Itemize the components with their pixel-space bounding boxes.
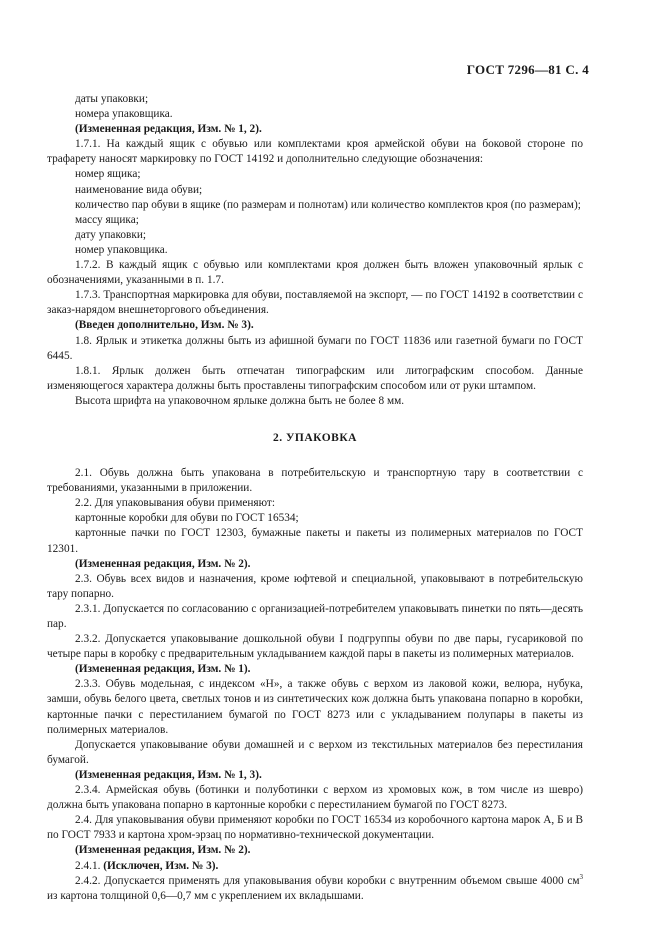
text-line: Высота шрифта на упаковочном ярлыке должна быть не более 8 мм. [75, 394, 405, 407]
excluded-note: (Исключен, Изм. № 3). [103, 859, 219, 872]
amendment-note: (Измененная редакция, Изм. № 1, 3). [75, 768, 262, 781]
clause-2-3-3: 2.3.3. Обувь модельная, с индексом «Н», а также обувь с верхом из лаковой кожи, велюра, нубука, замши, обувь белого цвета, светлых тонов и из синтетических кож должна быть упакована попарно в коробки, картонные пачки с перестиланием бумагой по ГОСТ 8273 или с укладыванием полупары в пакеты из полимерных материалов. [47, 678, 583, 736]
text-line: картонные коробки для обуви по ГОСТ 16534; [75, 512, 299, 525]
clause-1-8: 1.8. Ярлык и этикетка должны быть из афишной бумаги по ГОСТ 11836 или газетной бумаги по ГОСТ 6445. [47, 334, 583, 362]
text-line: Допускается упаковывание обуви домашней и с верхом из текстильных материалов без перестилания бумагой. [47, 738, 583, 766]
clause-2-4-2-tail: из картона толщиной 0,6—0,7 мм с укреплением их вкладышами. [47, 889, 364, 902]
clause-2-4-1 [47, 859, 583, 874]
clause-2-3-2: 2.3.2. Допускается упаковывание дошкольной обуви I подгруппы обуви по две пары, гусариковой по четыре пары в коробку с предварительным укладыванием каждой пары в пакеты из полимерных материалов. [47, 633, 583, 661]
amendment-note: (Введен дополнительно, Изм. № 3). [75, 319, 254, 332]
clause-1-7-3: 1.7.3. Транспортная маркировка для обуви, поставляемой на экспорт, — по ГОСТ 14192 в соответствии с заказ-нарядом внешнеторгового объединения. [47, 289, 583, 317]
clause-2-1: 2.1. Обувь должна быть упакована в потребительскую и транспортную тару в соответствии с требованиями, указанными в приложении. [47, 467, 583, 495]
text-line: номер ящика; [75, 168, 141, 181]
text-line: картонные пачки по ГОСТ 12303, бумажные пакеты и пакеты из полимерных материалов по ГОСТ 12301. [47, 527, 583, 555]
text-line: номер упаковщика. [75, 243, 168, 256]
superscript: 3 [579, 872, 583, 881]
clause-2-4-1-text: 2.4.1. (Исключен, Изм. № 3). [75, 859, 219, 872]
text-line: количество пар обуви в ящике (по размерам и полнотам) или количество комплектов кроя (по размерам); [75, 198, 581, 211]
page-header: ГОСТ 7296—81 С. 4 [466, 62, 589, 77]
clause-2-3-4: 2.3.4. Армейская обувь (ботинки и полуботинки с верхом из хромовых кож, в том числе из шевро) должна быть упакована попарно в картонные коробки с перестиланием бумагой по ГОСТ 8273. [47, 784, 583, 812]
clause-2-4: 2.4. Для упаковывания обуви применяют коробки по ГОСТ 16534 из коробочного картона марок А, Б и В по ГОСТ 7933 и картона хром-эрзац по нормативно-технической документации. [47, 814, 583, 842]
clause-2-4-2 [47, 874, 583, 904]
clause-1-8-1: 1.8.1. Ярлык должен быть отпечатан типографским или литографским способом. Данные изменяющегося характера должны быть проставлены типографским способом или от руки штампом. [47, 364, 583, 392]
clause-2-4-2-text: 2.4.2. Допускается применять для упаковывания обуви коробки с внутренним объемом свыше 4000 см [75, 874, 580, 887]
clause-1-7-1: 1.7.1. На каждый ящик с обувью или комплектами кроя армейской обуви на боковой стороне по трафарету наносят маркировку по ГОСТ 14192 и дополнительно следующие обозначения: [47, 138, 583, 166]
text-line: номера упаковщика. [75, 108, 173, 121]
section-heading: 2. УПАКОВКА [272, 431, 357, 444]
amendment-note: (Измененная редакция, Изм. № 2). [75, 844, 251, 857]
amendment-note: (Измененная редакция, Изм. № 1). [75, 663, 251, 676]
text-line: дату упаковки; [75, 228, 147, 241]
clause-1-7-2: 1.7.2. В каждый ящик с обувью или комплектами кроя должен быть вложен упаковочный ярлык с обозначениями, указанными в п. 1.7. [47, 259, 583, 287]
text-line: массу ящика; [75, 213, 139, 226]
amendment-note: (Измененная редакция, Изм. № 1, 2). [75, 123, 262, 136]
text-line: наименование вида обуви; [75, 183, 203, 196]
amendment-note: (Измененная редакция, Изм. № 2). [75, 557, 251, 570]
clause-2-3: 2.3. Обувь всех видов и назначения, кроме юфтевой и специальной, упаковывают в потребительскую тару попарно. [47, 572, 583, 600]
text-line: даты упаковки; [75, 93, 149, 105]
clause-2-3-1: 2.3.1. Допускается по согласованию с организацией-потребителем упаковывать пинетки по пять—десять пар. [47, 602, 583, 630]
document-body [47, 92, 583, 904]
clause-2-2: 2.2. Для упаковывания обуви применяют: [75, 497, 275, 510]
